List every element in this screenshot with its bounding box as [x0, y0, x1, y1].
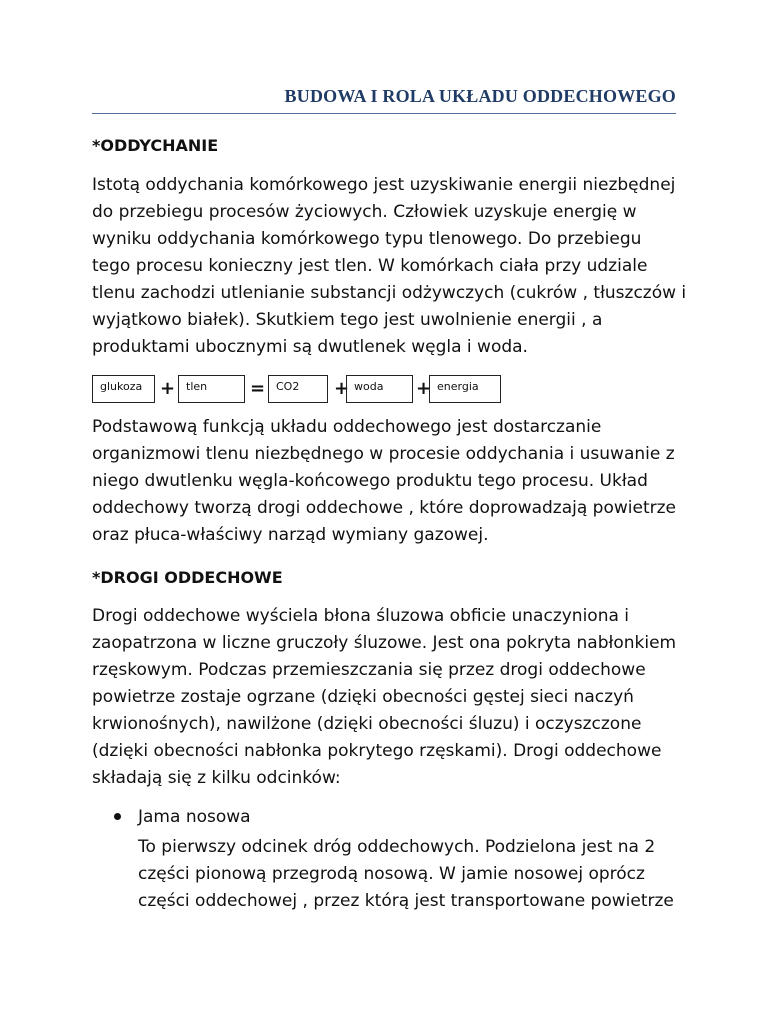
equation-plus-sign: + [416, 378, 432, 399]
respiration-equation [92, 375, 512, 405]
paragraph-line: Istotą oddychania komórkowego jest uzyskiwanie energii niezbędnej [92, 175, 676, 195]
paragraph-line: zaopatrzona w liczne gruczoły śluzowe. Jest ona pokryta nabłonkiem [92, 633, 677, 653]
paragraph-line: krwionośnych), nawilżone (dzięki obecności śluzu) i oczyszczone [92, 714, 642, 734]
equation-plus-sign: + [160, 378, 176, 399]
equation-plus-sign: + [334, 378, 350, 399]
equation-term-woda: woda [346, 375, 413, 403]
list-item-title: Jama nosowa [138, 807, 251, 827]
paragraph-line: oraz płuca-właściwy narząd wymiany gazowej. [92, 525, 489, 545]
paragraph-line: części oddechowej , przez którą jest transportowane powietrze [138, 891, 674, 911]
paragraph-line: Podstawową funkcją układu oddechowego jest dostarczanie [92, 417, 602, 437]
title-underline [92, 113, 676, 114]
paragraph-line: tlenu zachodzi utlenianie substancji odżywczych (cukrów , tłuszczów i [92, 283, 687, 303]
bullet-icon [114, 813, 121, 820]
paragraph-line: powietrze zostaje ogrzane (dzięki obecności gęstej sieci naczyń [92, 687, 634, 707]
paragraph-line: To pierwszy odcinek dróg oddechowych. Podzielona jest na 2 [138, 837, 656, 857]
paragraph-line: wyniku oddychania komórkowego typu tlenowego. Do przebiegu [92, 229, 642, 249]
paragraph-line: (dzięki obecności nabłonka pokrytego rzęskami). Drogi oddechowe [92, 741, 662, 761]
document-title: BUDOWA I ROLA UKŁADU ODDECHOWEGO [284, 86, 676, 106]
section-heading-drogi-oddechowe: *DROGI ODDECHOWE [92, 568, 283, 587]
paragraph-line: rzęskowym. Podczas przemieszczania się przez drogi oddechowe [92, 660, 646, 680]
equation-term-co2: CO2 [268, 375, 328, 403]
paragraph-line: tego procesu konieczny jest tlen. W komórkach ciała przy udziale [92, 256, 648, 276]
paragraph-line: do przebiegu procesów życiowych. Człowiek uzyskuje energię w [92, 202, 637, 222]
list-item-body [138, 834, 674, 915]
paragraph-line: Drogi oddechowe wyściela błona śluzowa obficie unaczyniona i [92, 606, 630, 626]
paragraph-oddychanie-intro [92, 172, 687, 361]
section-heading-oddychanie: *ODDYCHANIE [92, 136, 219, 155]
paragraph-line: składają się z kilku odcinków: [92, 768, 341, 788]
paragraph-drogi-oddechowe [92, 603, 682, 792]
paragraph-line: wyjątkowo białek). Skutkiem tego jest uwolnienie energii , a [92, 310, 603, 330]
equation-term-glukoza: glukoza [92, 375, 155, 403]
paragraph-line: oddechowy tworzą drogi oddechowe , które doprowadzają powietrze [92, 498, 677, 518]
paragraph-line: produktami ubocznymi są dwutlenek węgla i woda. [92, 337, 528, 357]
paragraph-uklad-oddechowy-funkcja [92, 414, 682, 549]
paragraph-line: organizmowi tlenu niezbędnego w procesie oddychania i usuwanie z [92, 444, 675, 464]
equation-term-energia: energia [429, 375, 501, 403]
paragraph-line: niego dwutlenku węgla-końcowego produktu tego procesu. Układ [92, 471, 648, 491]
equation-equals-sign: = [250, 378, 266, 399]
paragraph-line: części pionową przegrodą nosową. W jamie nosowej oprócz [138, 864, 645, 884]
equation-term-tlen: tlen [178, 375, 245, 403]
